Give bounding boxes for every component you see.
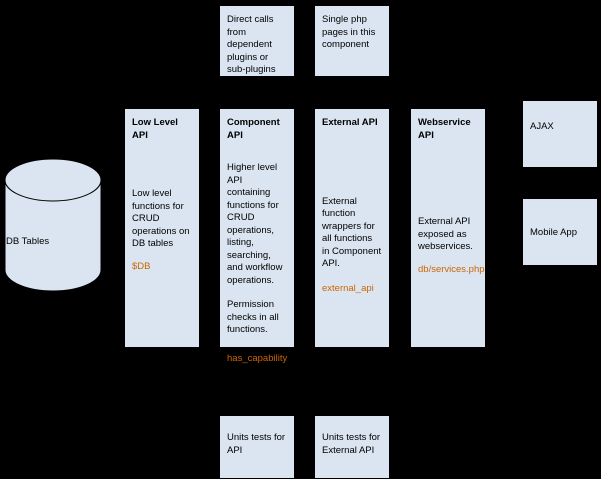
db-tables-label: DB Tables xyxy=(6,236,50,247)
box-mobile-app-client xyxy=(522,198,598,266)
box-component-api-body: Higher level API containing functions for CRUD operations, listing, searching, and workflow operations. xyxy=(227,162,283,286)
box-low-level-api-code: $DB xyxy=(132,260,151,272)
box-external-api-body: External function wrappers for all functions in Component API. xyxy=(322,195,382,269)
box-low-level-api-body: Low level functions for CRUD operations on DB tables xyxy=(132,188,190,249)
box-mobile-app-client-label: Mobile App xyxy=(530,227,578,238)
box-component-api xyxy=(219,108,295,364)
box-external-api xyxy=(314,108,390,348)
box-ajax-client xyxy=(522,100,598,168)
note-single-php-pages xyxy=(314,5,390,77)
box-component-api-body2: Permission checks in all functions. xyxy=(227,299,279,335)
box-webservice-api-body: External API exposed as webservices. xyxy=(418,216,473,252)
note-direct-calls-text: Direct calls from dependent plugins or sub-plugins xyxy=(227,14,276,75)
note-single-php-pages-text: Single php pages in this component xyxy=(322,14,376,50)
box-unit-tests-api xyxy=(219,415,295,479)
box-webservice-api-code: db/services.php xyxy=(418,263,485,275)
box-unit-tests-api-text: Units tests for API xyxy=(227,432,286,456)
box-component-api-title: Component API xyxy=(227,117,280,141)
box-low-level-api-title: Low Level API xyxy=(132,117,178,141)
db-tables-cylinder xyxy=(4,158,102,292)
box-webservice-api xyxy=(410,108,486,348)
note-direct-calls xyxy=(219,5,295,77)
box-ajax-client-label: AJAX xyxy=(530,121,554,132)
box-unit-tests-external-api-text: Units tests for External API xyxy=(322,432,381,456)
box-external-api-title: External API xyxy=(322,117,378,128)
box-component-api-code: has_capability xyxy=(227,352,288,364)
box-external-api-code: external_api xyxy=(322,282,374,294)
box-low-level-api xyxy=(124,108,200,348)
box-webservice-api-title: Webservice API xyxy=(418,117,471,141)
box-unit-tests-external-api xyxy=(314,415,390,479)
